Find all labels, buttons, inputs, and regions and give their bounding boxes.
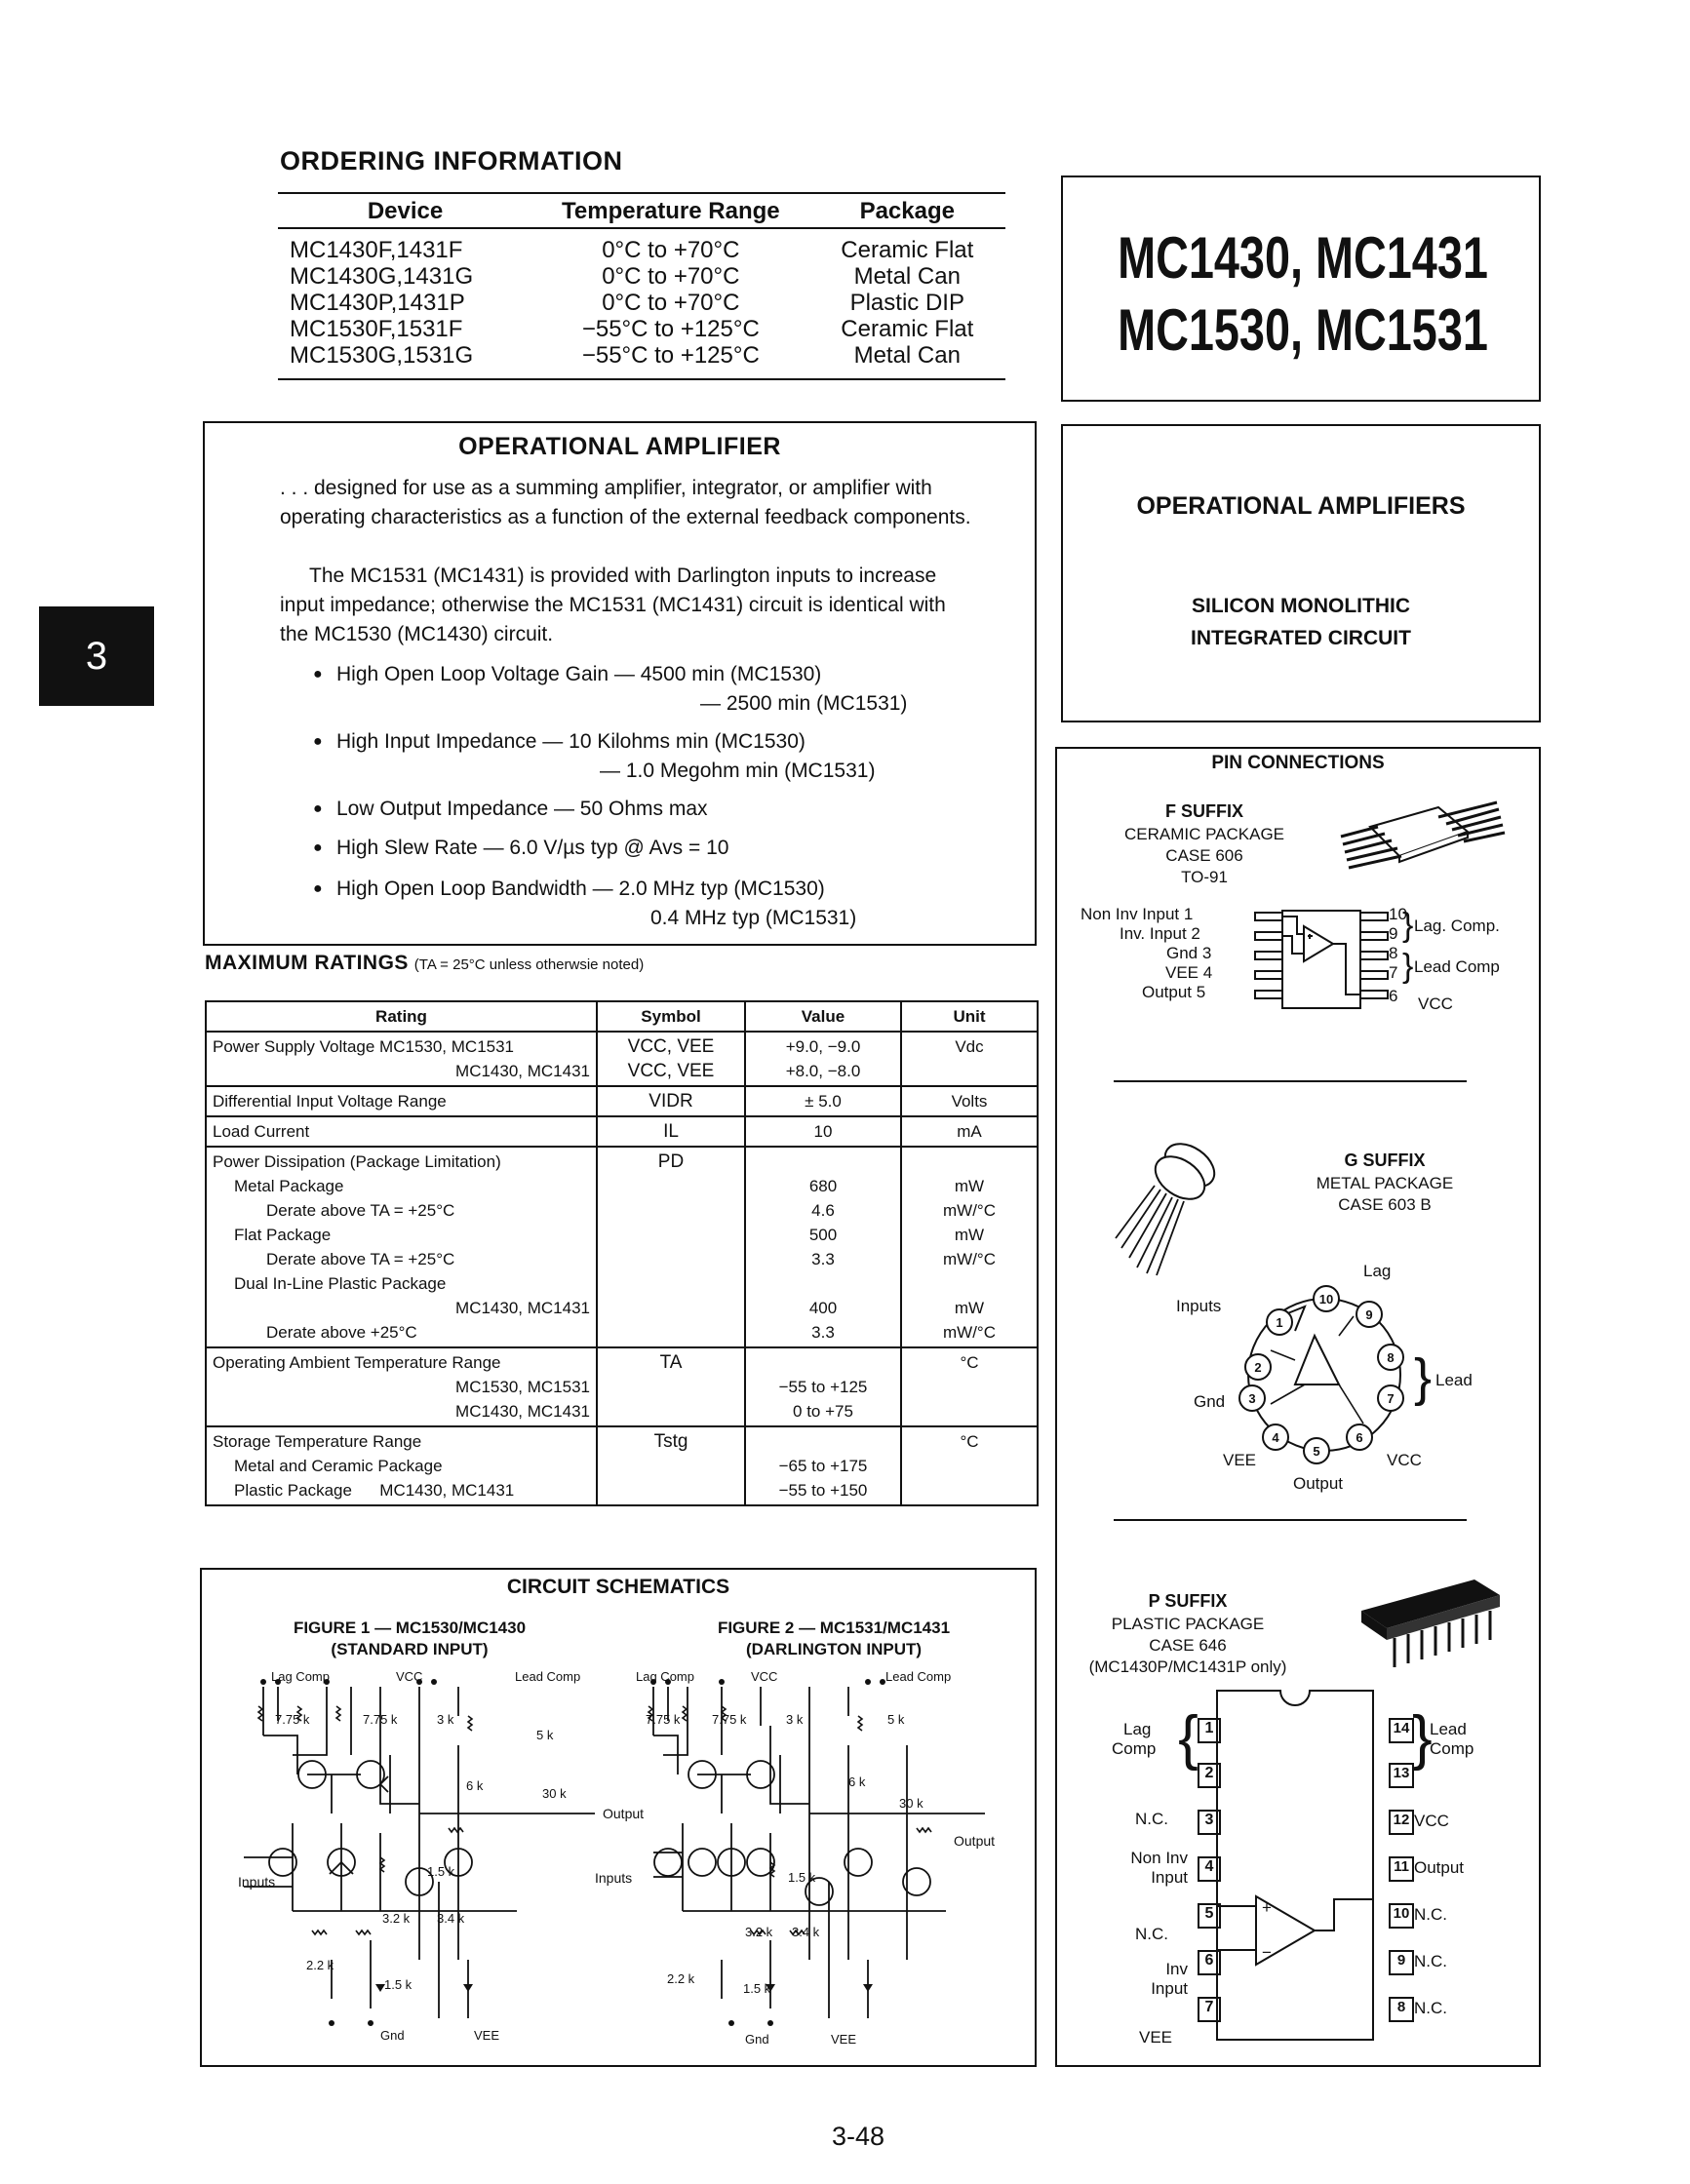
fig1-r30k-label: 30 k bbox=[542, 1786, 567, 1801]
fig2-r30k-label: 30 k bbox=[899, 1796, 924, 1811]
fig2-subtitle: (DARLINGTON INPUT) bbox=[745, 1640, 923, 1658]
opamp-heading: OPERATIONAL AMPLIFIER bbox=[458, 433, 781, 460]
resistor-mark bbox=[312, 1930, 327, 1934]
fig2-r5k-label: 5 k bbox=[887, 1712, 905, 1727]
mr-header-unit: Unit bbox=[901, 1001, 1038, 1032]
g-vcc-label: VCC bbox=[1387, 1451, 1422, 1469]
f-pin-2: Inv. Input 2 bbox=[1120, 924, 1200, 943]
f-suffix-package: CERAMIC PACKAGE bbox=[1123, 825, 1285, 843]
fig2-inputs-label: Inputs bbox=[595, 1870, 633, 1886]
table-row: Power Dissipation (Package Limitation) Metal Package Derate above TA = +25°C Flat Package Derate above TA = +25°C Dual In-Line Plastic Package MC1430, MC1431 Derate above +25°C PD 680 4.6 500 3.3 400 3.3 mW mW/°C mW mW/°C mW mW/°C bbox=[206, 1147, 1038, 1347]
fig2-lag-comp-label: Lag Comp bbox=[636, 1669, 694, 1684]
p-pin-7-label: VEE bbox=[1139, 2028, 1173, 2047]
fig2-schematic bbox=[624, 1667, 1024, 2057]
p-pin-3: 3 bbox=[1198, 1810, 1221, 1835]
bullet-gain: ● High Open Loop Voltage Gain — 4500 min (MC1530) — 2500 min (MC1531) bbox=[336, 660, 907, 719]
resistor-mark bbox=[917, 1828, 931, 1832]
fig1-lead-comp-label: Lead Comp bbox=[515, 1669, 581, 1684]
ordering-header-device: Device bbox=[278, 193, 532, 228]
g-pin-10: 10 bbox=[1318, 1292, 1334, 1306]
part-title-box bbox=[1061, 176, 1541, 402]
p-suffix-title: P SUFFIX bbox=[1148, 1591, 1228, 1611]
bullet-icon: ● bbox=[313, 666, 323, 682]
divider bbox=[1114, 1080, 1467, 1082]
g-suffix-pinout bbox=[1227, 1277, 1422, 1472]
max-ratings-title: MAXIMUM RATINGS bbox=[205, 952, 409, 974]
dip-package-icon bbox=[1357, 1572, 1504, 1679]
bullet-icon: ● bbox=[313, 800, 323, 817]
p-pin-3-label: N.C. bbox=[1135, 1810, 1168, 1828]
p-pin-2-label: Comp bbox=[1112, 1739, 1157, 1758]
g-lead-label: Lead bbox=[1435, 1371, 1473, 1389]
mr-header-rating: Rating bbox=[206, 1001, 597, 1032]
p-pin-12-label: VCC bbox=[1414, 1812, 1449, 1830]
f-pin-7: 7 bbox=[1389, 963, 1398, 982]
p-pin-1-label: Lag bbox=[1123, 1720, 1152, 1738]
fig2-r15kb-label: 1.5 k bbox=[743, 1981, 771, 1996]
p-pin-1: 1 bbox=[1198, 1718, 1221, 1743]
side-heading: OPERATIONAL AMPLIFIERS bbox=[1136, 492, 1466, 520]
opamp-para2: The MC1531 (MC1431) is provided with Darlington inputs to increase input impedance; otherwise the MC1531 (MC1431) circuit is identical with the MC1530 (MC1430) circuit. bbox=[280, 565, 946, 645]
ordering-header-package: Package bbox=[809, 193, 1005, 228]
bullet-icon: ● bbox=[313, 733, 323, 750]
f-vcc-label: VCC bbox=[1418, 994, 1453, 1013]
fig1-inputs-label: Inputs bbox=[238, 1874, 276, 1890]
part-title-line2: MC1530, MC1531 bbox=[1118, 297, 1488, 363]
opamp-plus-sign: + bbox=[1262, 1898, 1272, 1917]
p-pin-11-label: Output bbox=[1414, 1858, 1465, 1877]
p-pin-14-label: Lead bbox=[1430, 1720, 1467, 1738]
p-suffix-package: PLASTIC PACKAGE bbox=[1111, 1615, 1265, 1633]
fig2-r3k-label: 3 k bbox=[786, 1712, 804, 1727]
fig2-r32k-label: 3.2 k bbox=[745, 1925, 773, 1939]
p-pin-6-label: Inv Input bbox=[1151, 1960, 1188, 1998]
p-pin-10-label: N.C. bbox=[1414, 1905, 1447, 1924]
fig1-vcc-label: VCC bbox=[396, 1669, 423, 1684]
p-pin-14: 14 bbox=[1389, 1718, 1414, 1743]
fig2-r15k-label: 1.5 k bbox=[788, 1870, 816, 1885]
fig1-subtitle: (STANDARD INPUT) bbox=[331, 1640, 489, 1658]
g-vee-label: VEE bbox=[1223, 1451, 1257, 1469]
f-suffix-pinout bbox=[1224, 907, 1409, 1014]
f-suffix-title: F SUFFIX bbox=[1165, 801, 1243, 821]
g-pin-3: 3 bbox=[1248, 1391, 1256, 1406]
divider bbox=[1114, 1519, 1467, 1521]
g-suffix-title: G SUFFIX bbox=[1344, 1150, 1426, 1170]
max-ratings-title-row bbox=[205, 952, 644, 975]
bullet-output-impedance: ● Low Output Impedance — 50 Ohms max bbox=[336, 795, 708, 824]
p-suffix-case: CASE 646 bbox=[1149, 1636, 1227, 1655]
p-pin-7: 7 bbox=[1198, 1997, 1221, 2022]
p-pin-9-label: N.C. bbox=[1414, 1952, 1447, 1970]
table-row: MC1430F,1431F 0°C to +70°C Ceramic Flat bbox=[290, 237, 974, 263]
mr-header-symbol: Symbol bbox=[597, 1001, 745, 1032]
max-ratings-table bbox=[205, 1000, 1039, 1506]
f-pin-8: 8 bbox=[1389, 944, 1398, 962]
fig1-r775b-label: 7.75 k bbox=[363, 1712, 398, 1727]
resistor-mark bbox=[468, 1716, 472, 1731]
fig2-vee-label: VEE bbox=[831, 2032, 857, 2047]
g-gnd-label: Gnd bbox=[1194, 1392, 1226, 1411]
g-pin-8: 8 bbox=[1387, 1350, 1395, 1365]
p-pin-5-label: N.C. bbox=[1135, 1925, 1168, 1943]
f-brace-lag: } bbox=[1402, 907, 1414, 944]
g-pin-6: 6 bbox=[1356, 1430, 1363, 1445]
opamp-para1: . . . designed for use as a summing amplifier, integrator, or amplifier with operating characteristics as a function of the external feedback components. bbox=[280, 477, 971, 528]
f-pin-4: VEE 4 bbox=[1165, 963, 1213, 982]
g-lag-label: Lag bbox=[1363, 1262, 1392, 1280]
p-suffix-pinout bbox=[1198, 1687, 1393, 2048]
p-pin-11: 11 bbox=[1389, 1856, 1414, 1882]
page-number: 3-48 bbox=[831, 2122, 885, 2151]
table-row: Operating Ambient Temperature Range MC1530, MC1531 MC1430, MC1431 TA −55 to +125 0 to +75 °C bbox=[206, 1347, 1038, 1426]
fig1-r32k-label: 3.2 k bbox=[382, 1911, 411, 1926]
resistor-mark bbox=[258, 1706, 262, 1721]
f-pin-10: 10 bbox=[1389, 905, 1407, 923]
p-pin-5: 5 bbox=[1198, 1903, 1221, 1929]
metal-can-icon bbox=[1112, 1131, 1229, 1277]
f-pin-6: 6 bbox=[1389, 987, 1398, 1005]
p-pin-9: 9 bbox=[1389, 1950, 1414, 1975]
fig1-r775-label: 7.75 k bbox=[275, 1712, 310, 1727]
p-pin-4-label: Non Inv Input bbox=[1130, 1849, 1188, 1887]
fig2-r34k-label: 3.4 k bbox=[792, 1925, 820, 1939]
f-pin-9: 9 bbox=[1389, 924, 1398, 943]
g-pin-2: 2 bbox=[1254, 1360, 1262, 1375]
table-row: Power Supply Voltage MC1530, MC1531 MC1430, MC1431 VCC, VEE VCC, VEE +9.0, −9.0 +8.0, −8.0 Vdc bbox=[206, 1032, 1038, 1086]
f-pin-1: Non Inv Input 1 bbox=[1081, 905, 1194, 923]
table-row: MC1530F,1531F −55°C to +125°C Ceramic Flat bbox=[290, 316, 974, 342]
f-brace-lead: } bbox=[1402, 948, 1414, 985]
table-row: MC1530G,1531G −55°C to +125°C Metal Can bbox=[278, 342, 1005, 379]
f-suffix-to: TO-91 bbox=[1181, 868, 1228, 886]
pin-connections-heading: PIN CONNECTIONS bbox=[1211, 753, 1385, 773]
ordering-header-temp: Temperature Range bbox=[532, 193, 808, 228]
resistor-mark bbox=[356, 1930, 371, 1934]
fig1-r3k-label: 3 k bbox=[437, 1712, 454, 1727]
g-inputs-label: Inputs bbox=[1176, 1297, 1222, 1315]
p-pin-6: 6 bbox=[1198, 1950, 1221, 1975]
side-sub1: SILICON MONOLITHIC bbox=[1192, 595, 1410, 617]
table-row: MC1430P,1431P 0°C to +70°C Plastic DIP bbox=[290, 290, 964, 316]
fig1-title: FIGURE 1 — MC1530/MC1430 bbox=[293, 1618, 527, 1637]
flat-package-icon bbox=[1331, 798, 1507, 876]
fig2-vcc-label: VCC bbox=[751, 1669, 778, 1684]
g-suffix-case: CASE 603 B bbox=[1338, 1195, 1432, 1214]
bullet-impedance: ● High Input Impedance — 10 Kilohms min (MC1530) — 1.0 Megohm min (MC1531) bbox=[336, 727, 875, 786]
p-pin-8-label: N.C. bbox=[1414, 1999, 1447, 2017]
g-pin-9: 9 bbox=[1365, 1307, 1373, 1322]
bullet-icon: ● bbox=[313, 880, 323, 897]
p-pin-4: 4 bbox=[1198, 1856, 1221, 1882]
fig2-r22k-label: 2.2 k bbox=[667, 1971, 695, 1986]
g-suffix-package: METAL PACKAGE bbox=[1316, 1174, 1454, 1192]
g-pin-4: 4 bbox=[1272, 1430, 1279, 1445]
g-pin-7: 7 bbox=[1387, 1391, 1395, 1406]
p-pin-13-label: Comp bbox=[1430, 1739, 1474, 1758]
p-brace-lag: } bbox=[1178, 1704, 1199, 1772]
fig2-title: FIGURE 2 — MC1531/MC1431 bbox=[717, 1618, 951, 1637]
p-pin-8: 8 bbox=[1389, 1997, 1414, 2022]
g-pin-1: 1 bbox=[1276, 1315, 1283, 1330]
resistor-mark bbox=[449, 1828, 463, 1832]
fig1-r5k-label: 5 k bbox=[536, 1728, 554, 1742]
fig1-r34k-label: 3.4 k bbox=[437, 1911, 465, 1926]
g-output-label: Output bbox=[1293, 1474, 1344, 1493]
fig2-r775b-label: 7.75 k bbox=[712, 1712, 747, 1727]
fig1-r6k-label: 6 k bbox=[466, 1778, 484, 1793]
resistor-mark bbox=[858, 1716, 862, 1731]
part-title-line1: MC1430, MC1431 bbox=[1118, 225, 1488, 291]
fig1-r15k-label: 1.5 k bbox=[427, 1864, 455, 1879]
fig2-lead-comp-label: Lead Comp bbox=[885, 1669, 952, 1684]
resistor-mark bbox=[336, 1706, 340, 1721]
g-brace-lead: } bbox=[1414, 1348, 1433, 1407]
f-lag-comp-label: Lag. Comp. bbox=[1414, 916, 1500, 935]
bullet-bandwidth: ● High Open Loop Bandwidth — 2.0 MHz typ (MC1530) 0.4 MHz typ (MC1531) bbox=[336, 875, 856, 933]
f-suffix-case: CASE 606 bbox=[1165, 846, 1243, 865]
side-category-box bbox=[1061, 424, 1541, 722]
p-suffix-note: (MC1430P/MC1431P only) bbox=[1088, 1658, 1287, 1676]
fig1-lag-comp-label: Lag Comp bbox=[271, 1669, 330, 1684]
p-brace-lead: } bbox=[1412, 1704, 1433, 1772]
table-row: MC1430G,1431G 0°C to +70°C Metal Can bbox=[290, 263, 961, 290]
table-row: Differential Input Voltage Range VIDR ± 5.0 Volts bbox=[206, 1086, 1038, 1116]
fig1-r22k-label: 2.2 k bbox=[306, 1958, 334, 1972]
max-ratings-condition: (TA = 25°C unless otherwsie noted) bbox=[413, 956, 645, 973]
fig1-r15kb-label: 1.5 k bbox=[384, 1977, 413, 1992]
f-pin-5: Output 5 bbox=[1142, 983, 1206, 1001]
f-lead-comp-label: Lead Comp bbox=[1414, 957, 1500, 976]
bullet-icon: ● bbox=[313, 839, 323, 856]
fig2-output-label: Output bbox=[954, 1833, 996, 1849]
p-pin-12: 12 bbox=[1389, 1810, 1414, 1835]
schematics-heading: CIRCUIT SCHEMATICS bbox=[506, 1576, 730, 1598]
fig1-gnd-label: Gnd bbox=[380, 2028, 405, 2043]
mr-header-value: Value bbox=[745, 1001, 901, 1032]
side-sub2: INTEGRATED CIRCUIT bbox=[1191, 627, 1411, 649]
p-pin-10: 10 bbox=[1389, 1903, 1414, 1929]
f-pin-3: Gnd 3 bbox=[1166, 944, 1212, 962]
p-pin-13: 13 bbox=[1389, 1763, 1414, 1788]
fig2-gnd-label: Gnd bbox=[745, 2032, 769, 2047]
fig2-r6k-label: 6 k bbox=[848, 1774, 866, 1789]
fig1-vee-label: VEE bbox=[474, 2028, 500, 2043]
table-row: Storage Temperature Range Metal and Ceramic Package Plastic Package MC1430, MC1431 Tstg −65 to +175 −55 to +150 °C bbox=[206, 1426, 1038, 1505]
table-row: Load Current IL 10 mA bbox=[206, 1116, 1038, 1147]
fig2-r775-label: 7.75 k bbox=[646, 1712, 681, 1727]
bullet-slew-rate: ● High Slew Rate — 6.0 V/µs typ @ Avs = 10 bbox=[336, 834, 728, 863]
resistor-mark bbox=[683, 1706, 687, 1721]
fig1-output-label: Output bbox=[603, 1806, 645, 1821]
ordering-title: ORDERING INFORMATION bbox=[280, 146, 623, 176]
opamp-minus-sign: − bbox=[1262, 1943, 1272, 1962]
ordering-table bbox=[278, 192, 1005, 380]
g-pin-5: 5 bbox=[1313, 1444, 1320, 1459]
p-pin-2: 2 bbox=[1198, 1763, 1221, 1788]
section-tab: 3 bbox=[39, 606, 154, 706]
